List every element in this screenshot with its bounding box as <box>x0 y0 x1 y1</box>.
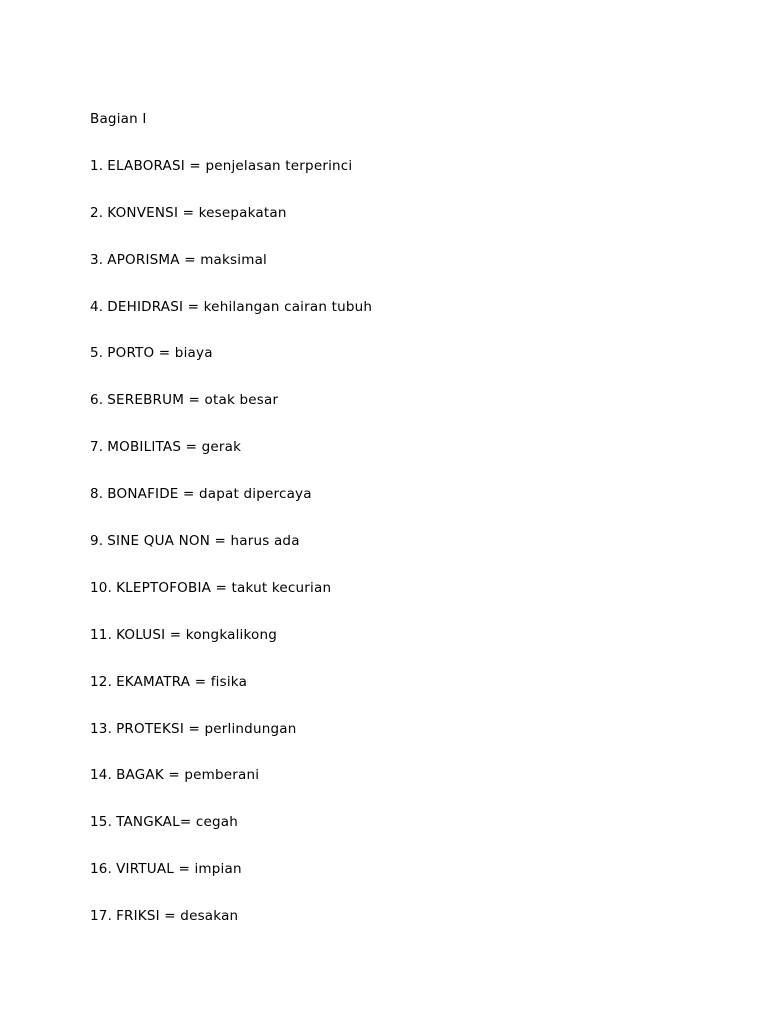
list-item <box>90 670 730 694</box>
item-number: 9. <box>90 533 104 550</box>
item-number: 4. <box>90 298 104 315</box>
item-text: KOLUSI = kongkalikong <box>116 626 277 643</box>
item-text: MOBILITAS = gerak <box>107 439 242 456</box>
list-item <box>90 857 730 881</box>
item-number: 13. <box>90 720 113 737</box>
item-text: VIRTUAL = impian <box>116 861 242 878</box>
list-item <box>90 717 730 741</box>
list-item <box>90 482 730 506</box>
item-text: EKAMATRA = fisika <box>116 673 248 690</box>
list-item <box>90 248 730 272</box>
item-text: KLEPTOFOBIA = takut kecurian <box>116 579 332 596</box>
item-number: 15. <box>90 814 113 831</box>
list-item <box>90 763 730 787</box>
list-item <box>90 201 730 225</box>
list-item <box>90 904 730 928</box>
item-number: 16. <box>90 861 113 878</box>
item-number: 8. <box>90 486 104 503</box>
item-number: 1. <box>90 157 104 174</box>
item-text: FRIKSI = desakan <box>116 908 239 925</box>
item-text: TANGKAL= cegah <box>116 814 238 831</box>
item-number: 14. <box>90 767 113 784</box>
item-text: SINE QUA NON = harus ada <box>107 533 300 550</box>
list-item <box>90 810 730 834</box>
item-text: APORISMA = maksimal <box>107 251 267 268</box>
item-number: 3. <box>90 251 104 268</box>
list-item <box>90 623 730 647</box>
list-item <box>90 295 730 319</box>
list-item <box>90 341 730 365</box>
item-text: KONVENSI = kesepakatan <box>107 204 287 221</box>
item-text: BAGAK = pemberani <box>116 767 260 784</box>
document-content <box>90 107 730 951</box>
item-number: 2. <box>90 204 104 221</box>
list-item <box>90 388 730 412</box>
item-text: ELABORASI = penjelasan terperinci <box>107 157 353 174</box>
item-number: 6. <box>90 392 104 409</box>
item-number: 10. <box>90 579 113 596</box>
item-number: 12. <box>90 673 113 690</box>
list-item <box>90 435 730 459</box>
item-number: 11. <box>90 626 113 643</box>
item-text: SEREBRUM = otak besar <box>107 392 279 409</box>
list-item <box>90 529 730 553</box>
item-text: PORTO = biaya <box>107 345 213 362</box>
item-text: BONAFIDE = dapat dipercaya <box>107 486 312 503</box>
item-text: PROTEKSI = perlindungan <box>116 720 297 737</box>
list-item <box>90 154 730 178</box>
item-text: DEHIDRASI = kehilangan cairan tubuh <box>107 298 373 315</box>
section-heading: Bagian I <box>90 111 147 127</box>
item-number: 7. <box>90 439 104 456</box>
list-item <box>90 576 730 600</box>
item-number: 17. <box>90 908 113 925</box>
item-number: 5. <box>90 345 104 362</box>
